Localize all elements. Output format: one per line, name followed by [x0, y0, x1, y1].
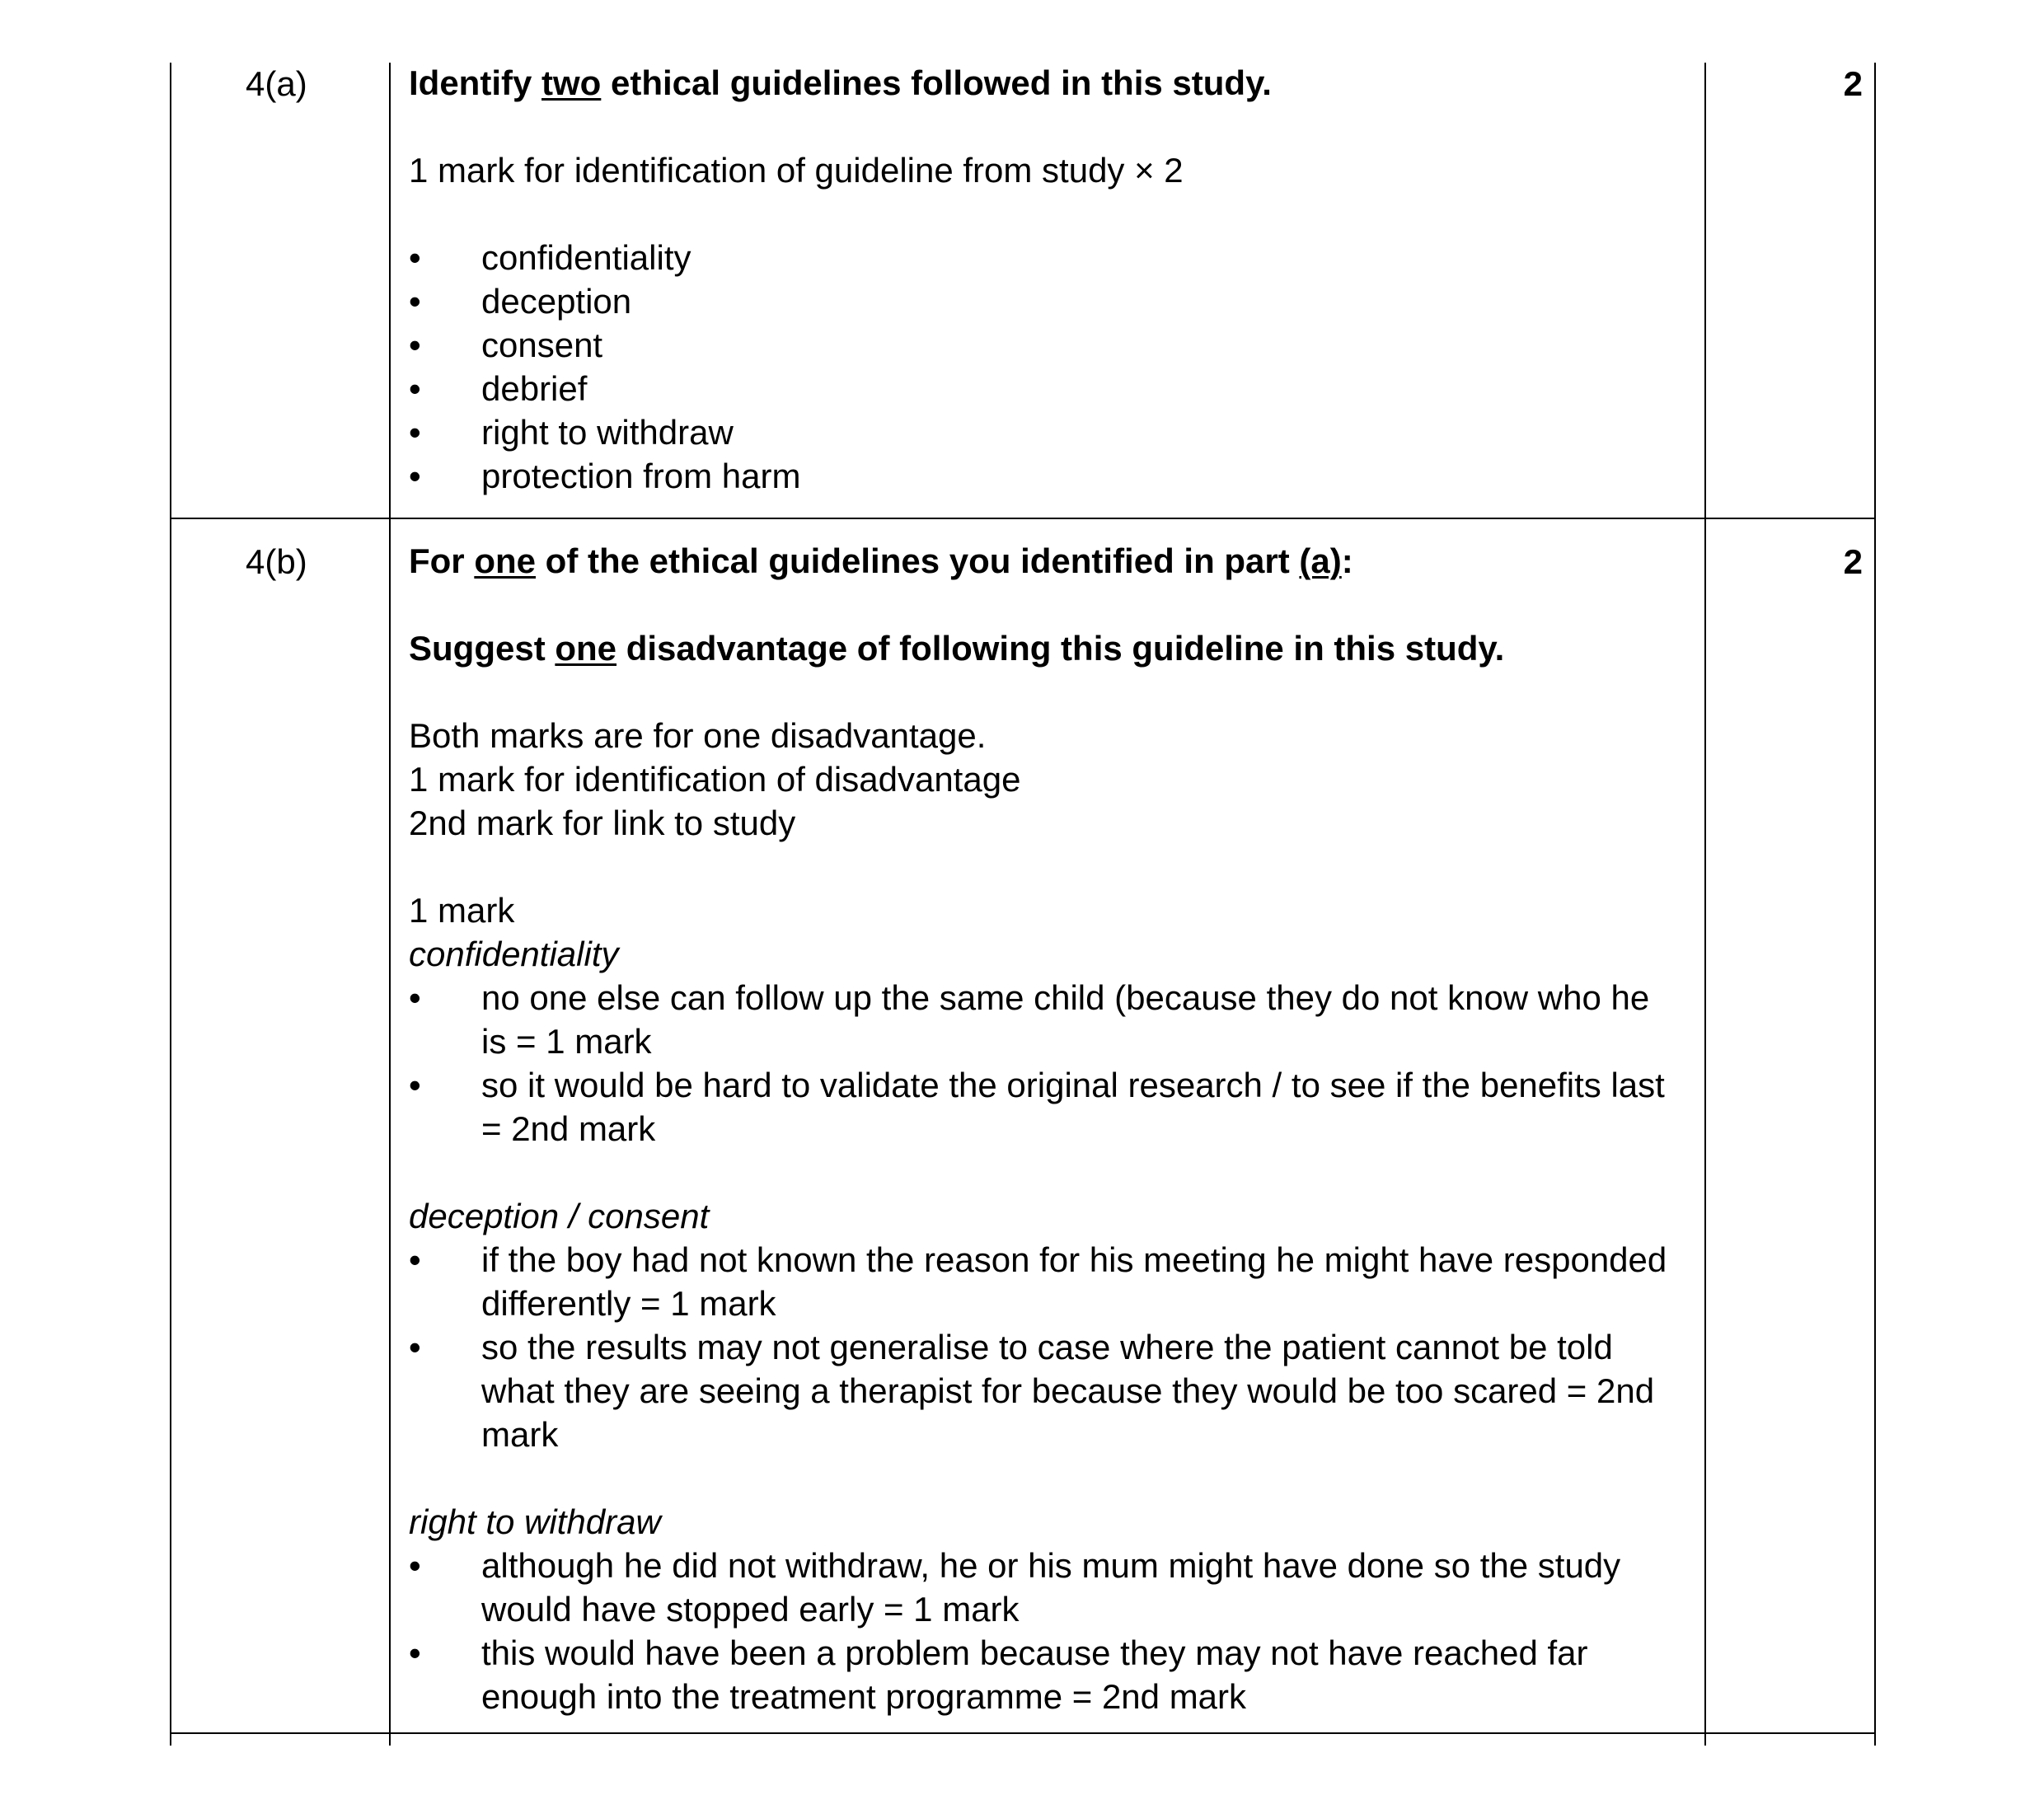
table-divider-2: [1704, 63, 1706, 1746]
guideline-list: [409, 236, 1678, 498]
table-border-bottom: [170, 1732, 1876, 1734]
marks-4b: 2: [1843, 542, 1863, 581]
question-text-4a: Identify two ethical guidelines followed in this study.: [409, 63, 1272, 102]
list-item: • if the boy had not known the reason for his meeting he might have responded differently = 1 mark: [409, 1238, 1678, 1325]
disadvantage-list: [409, 1544, 1678, 1718]
disadvantage-list: [409, 976, 1678, 1151]
mark-instruction-line: 2nd mark for link to study: [409, 804, 796, 842]
list-item: • protection from harm: [409, 454, 1678, 498]
marks-4a: 2: [1843, 64, 1863, 103]
list-item: • right to withdraw: [409, 410, 1678, 454]
question-number-4b: 4(b): [246, 542, 307, 581]
answer-4a: [409, 61, 1678, 498]
answer-4b: [409, 539, 1678, 1718]
one-mark-label: 1 mark: [409, 891, 515, 930]
list-item: • so the results may not generalise to case where the patient cannot be told what they are seeing a therapist for because they would be too scared = 2nd mark: [409, 1325, 1678, 1456]
table-border-left: [170, 63, 171, 1746]
group-heading: deception / consent: [409, 1197, 710, 1235]
list-item: • this would have been a problem because they may not have reached far enough into the treatment programme = 2nd mark: [409, 1631, 1678, 1718]
disadvantage-list: [409, 1238, 1678, 1456]
list-item: • consent: [409, 323, 1678, 367]
group-heading: right to withdraw: [409, 1502, 661, 1541]
table-divider-1: [389, 63, 391, 1746]
mark-instruction-line: Both marks are for one disadvantage.: [409, 716, 987, 755]
list-item: • deception: [409, 279, 1678, 323]
question-text-4b-part1: For one of the ethical guidelines you identified in part (a):: [409, 541, 1353, 580]
group-heading: confidentiality: [409, 935, 619, 973]
table-border-right: [1874, 63, 1876, 1746]
list-item: • debrief: [409, 367, 1678, 410]
row-divider: [170, 518, 1876, 519]
list-item: • confidentiality: [409, 236, 1678, 279]
list-item: • although he did not withdraw, he or his mum might have done so the study would have stopped early = 1 mark: [409, 1544, 1678, 1631]
list-item: • no one else can follow up the same child (because they do not know who he is = 1 mark: [409, 976, 1678, 1063]
question-number-4a: 4(a): [246, 64, 307, 103]
list-item: • so it would be hard to validate the original research / to see if the benefits last = 2nd mark: [409, 1063, 1678, 1151]
question-text-4b-part2: Suggest one disadvantage of following this guideline in this study.: [409, 629, 1505, 668]
mark-instruction-4a: 1 mark for identification of guideline from study × 2: [409, 151, 1184, 190]
mark-instruction-line: 1 mark for identification of disadvantage: [409, 760, 1021, 799]
